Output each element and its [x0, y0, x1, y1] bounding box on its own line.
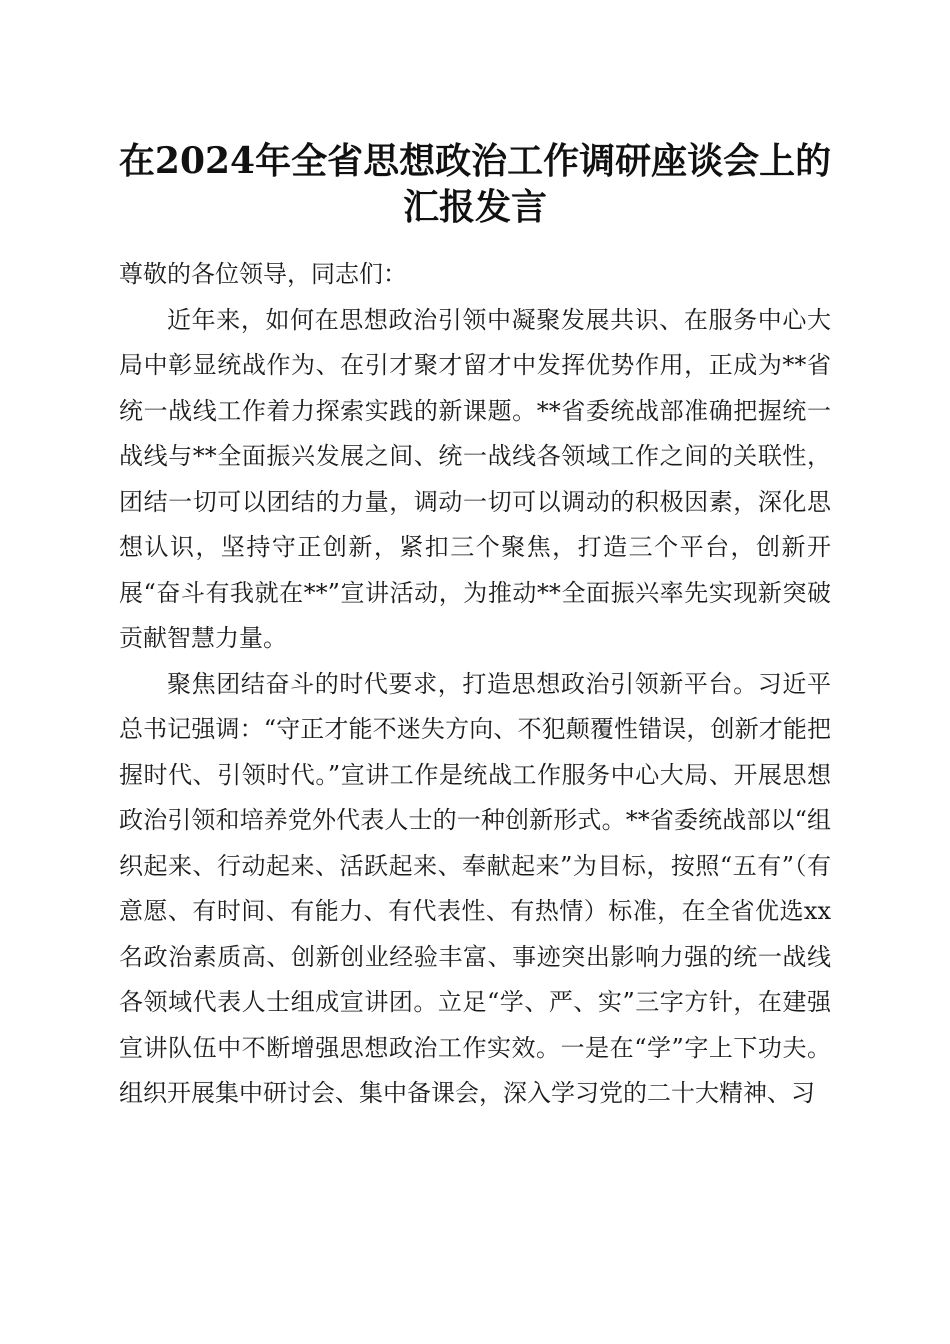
title-line-2: 汇报发言: [402, 186, 547, 228]
document-title: [100, 138, 850, 230]
paragraph-2: 聚焦团结奋斗的时代要求，打造思想政治引领新平台。习近平总书记强调：“守正才能不迷失方向、不犯颠覆性错误，创新才能把握时代、引领时代。”宣讲工作是统战工作服务中心大局、开展思想政治引领和培养党外代表人士的一种创新形式。**省委统战部以“组织起来、行动起来、活跃起来、奉献起来”为目标，按照“五有”（有意愿、有时间、有能力、有代表性、有热情）标准，在全省优选xx名政治素质高、创新创业经验丰富、事迹突出影响力强的统一战线各领域代表人士组成宣讲团。立足“学、严、实”三字方针，在建强宣讲队伍中不断增强思想政治工作实效。一是在“学”字上下功夫。组织开展集中研讨会、集中备课会，深入学习党的二十大精神、习: [119, 669, 831, 1107]
title-line-1: 在2024年全省思想政治工作调研座谈会上的: [118, 140, 832, 182]
document-body: [119, 252, 831, 1117]
paragraph-1: 近年来，如何在思想政治引领中凝聚发展共识、在服务中心大局中彰显统战作为、在引才聚才留才中发挥优势作用，正成为**省统一战线工作着力探索实践的新课题。**省委统战部准确把握统一战线与**全面振兴发展之间、统一战线各领域工作之间的关联性，团结一切可以团结的力量，调动一切可以调动的积极因素，深化思想认识，坚持守正创新，紧扣三个聚焦，打造三个平台，创新开展“奋斗有我就在**”宣讲活动，为推动**全面振兴率先实现新突破贡献智慧力量。: [119, 305, 831, 652]
greeting: 尊敬的各位领导，同志们：: [119, 260, 407, 288]
